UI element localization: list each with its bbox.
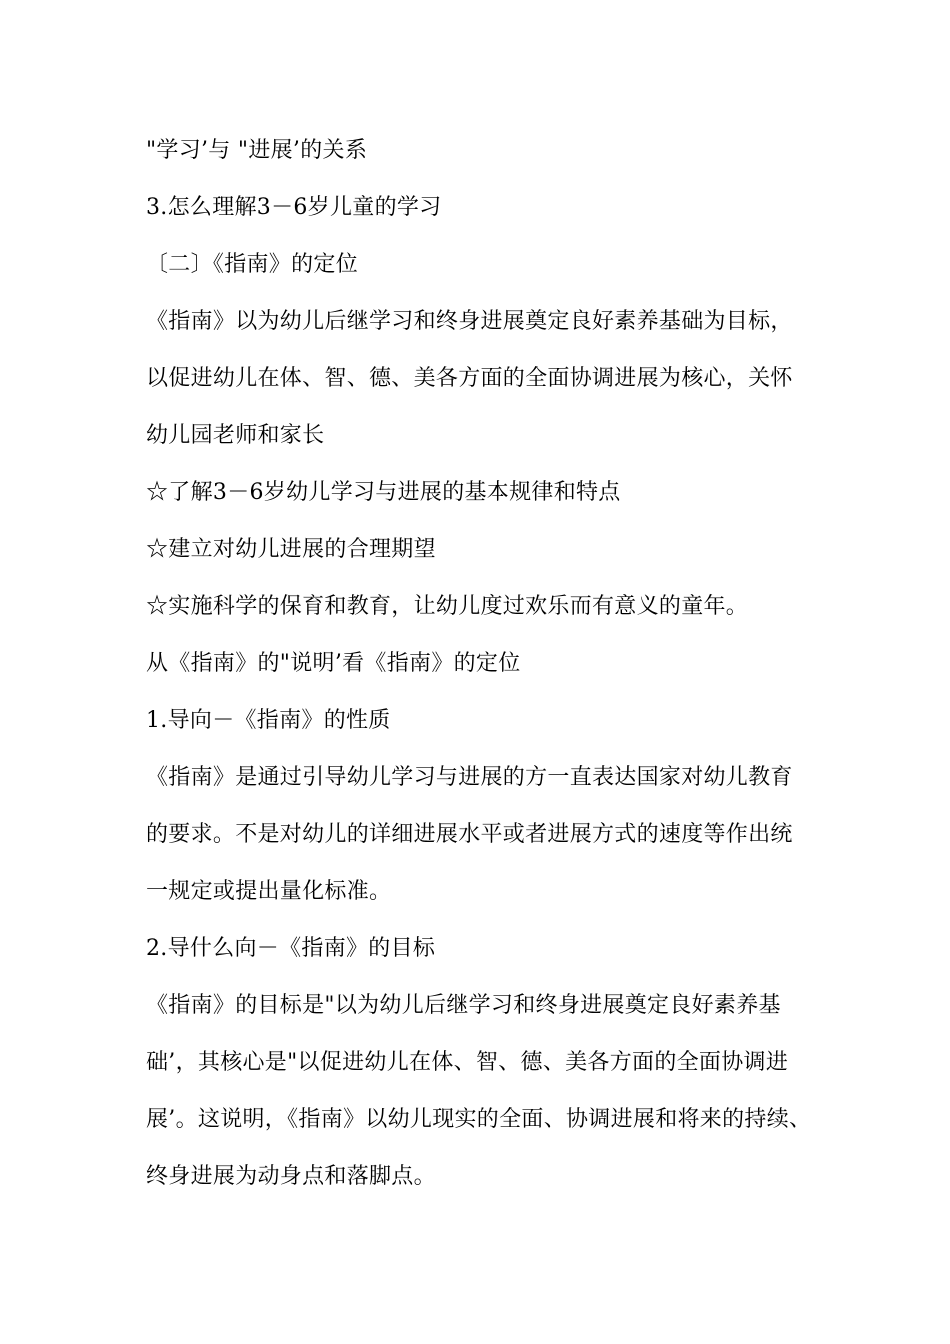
text-line: 幼儿园老师和家长 (146, 423, 325, 448)
text-line: 一规定或提出量化标准。 (146, 879, 392, 904)
text-line: 础’，其核心是"以促进幼儿在体、智、德、美各方面的全面协调进 (146, 1050, 789, 1075)
text-line: 展’。这说明，《指南》以幼儿现实的全面、协调进展和将来的持续、 (146, 1107, 812, 1132)
text-line: 2.导什么向－《指南》的目标 (146, 936, 436, 961)
text-line: 从《指南》的"说明’看《指南》的定位 (146, 651, 521, 676)
text-line: 《指南》是通过引导幼儿学习与进展的方一直表达国家对幼儿教育 (146, 765, 793, 790)
section-heading: 〔二〕《指南》的定位 (146, 252, 359, 277)
text-line: 以促进幼儿在体、智、德、美各方面的全面协调进展为核心，关怀 (146, 366, 793, 391)
text-line: 《指南》的目标是"以为幼儿后继学习和终身进展奠定良好素养基 (146, 993, 781, 1018)
text-line: 的要求。不是对幼儿的详细进展水平或者进展方式的速度等作出统 (146, 822, 793, 847)
list-item: ☆实施科学的保育和教育，让幼儿度过欢乐而有意义的童年。 (146, 594, 749, 619)
text-line: "学习’与 "进展’的关系 (146, 138, 368, 163)
text-line: 终身进展为动身点和落脚点。 (146, 1164, 436, 1189)
text-line: 《指南》以为幼儿后继学习和终身进展奠定良好素养基础为目标， (146, 309, 793, 334)
text-line: 3.怎么理解3－6岁儿童的学习 (146, 195, 442, 220)
list-item: ☆了解3－6岁幼儿学习与进展的基本规律和特点 (146, 480, 621, 505)
text-line: 1.导向－《指南》的性质 (146, 708, 391, 733)
list-item: ☆建立对幼儿进展的合理期望 (146, 537, 436, 562)
